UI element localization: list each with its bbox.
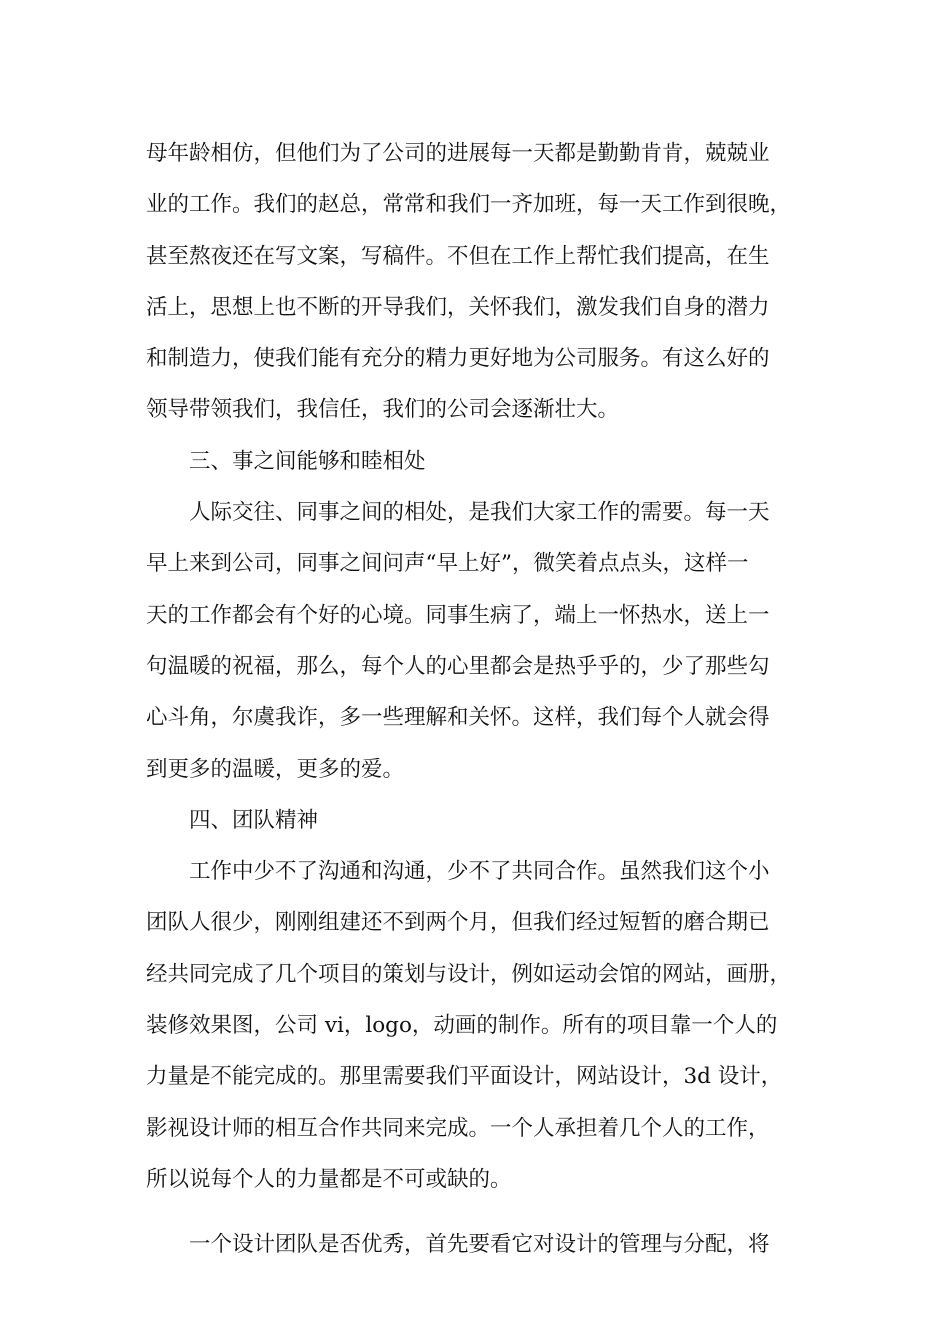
paragraph-line: 所以说每个人的力量都是不可或缺的。 [146, 1166, 512, 1192]
paragraph-continuation [146, 128, 826, 436]
paragraph-line: 心斗角，尔虞我诈，多一些理解和关怀。这样，我们每个人就会得 [146, 705, 770, 731]
paragraph-line: 一个设计团队是否优秀，首先要看它对设计的管理与分配，将 [189, 1232, 770, 1258]
paragraph-gap [146, 1205, 826, 1219]
paragraph-line: 母年龄相仿，但他们为了公司的进展每一天都是勤勤肯肯，兢兢业 [146, 141, 770, 166]
paragraph-line: 工作中少不了沟通和沟通，少不了共同合作。虽然我们这个小 [189, 859, 770, 885]
paragraph-line: 影视设计师的相互合作共同来完成。一个人承担着几个人的工作， [146, 1115, 770, 1141]
paragraph-line: 句温暖的祝福，那么，每个人的心里都会是热乎乎的，少了那些勾 [146, 653, 770, 679]
paragraph-line: 到更多的温暖，更多的爱。 [146, 756, 405, 782]
paragraph-line: 早上来到公司，同事之间问声“早上好”，微笑着点点头，这样一 [146, 551, 749, 577]
paragraph-line: 领导带领我们，我信任，我们的公司会逐渐壮大。 [146, 397, 620, 423]
paragraph-line: 装修效果图，公司 vi，logo，动画的制作。所有的项目靠一个人的 [146, 1013, 778, 1039]
section-heading-4: 四、团队精神 [189, 807, 319, 833]
section-heading-3: 三、事之间能够和睦相处 [189, 448, 426, 474]
paragraph-line: 甚至熬夜还在写文案，写稿件。不但在工作上帮忙我们提高，在生 [146, 243, 770, 269]
paragraph-design-team [146, 1219, 826, 1270]
paragraph-line: 团队人很少，刚刚组建还不到两个月，但我们经过短暂的磨合期已 [146, 910, 770, 936]
paragraph-line: 力量是不能完成的。那里需要我们平面设计，网站设计，3d 设计， [146, 1064, 783, 1090]
document-body [146, 128, 826, 1271]
paragraph-line: 活上，思想上也不断的开导我们，关怀我们，激发我们自身的潜力 [146, 294, 770, 320]
paragraph-line: 天的工作都会有个好的心境。同事生病了，端上一怀热水，送上一 [146, 602, 770, 628]
paragraph-line: 经共同完成了几个项目的策划与设计，例如运动会馆的网站，画册， [146, 961, 792, 987]
paragraph-line: 人际交往、同事之间的相处，是我们大家工作的需要。每一天 [189, 500, 770, 526]
paragraph-line: 和制造力，使我们能有充分的精力更好地为公司服务。有这么好的 [146, 346, 770, 372]
paragraph-line: 业的工作。我们的赵总，常常和我们一齐加班，每一天工作到很晚， [146, 192, 792, 218]
paragraph-team-spirit [146, 846, 826, 1205]
paragraph-colleague-relations [146, 487, 826, 795]
